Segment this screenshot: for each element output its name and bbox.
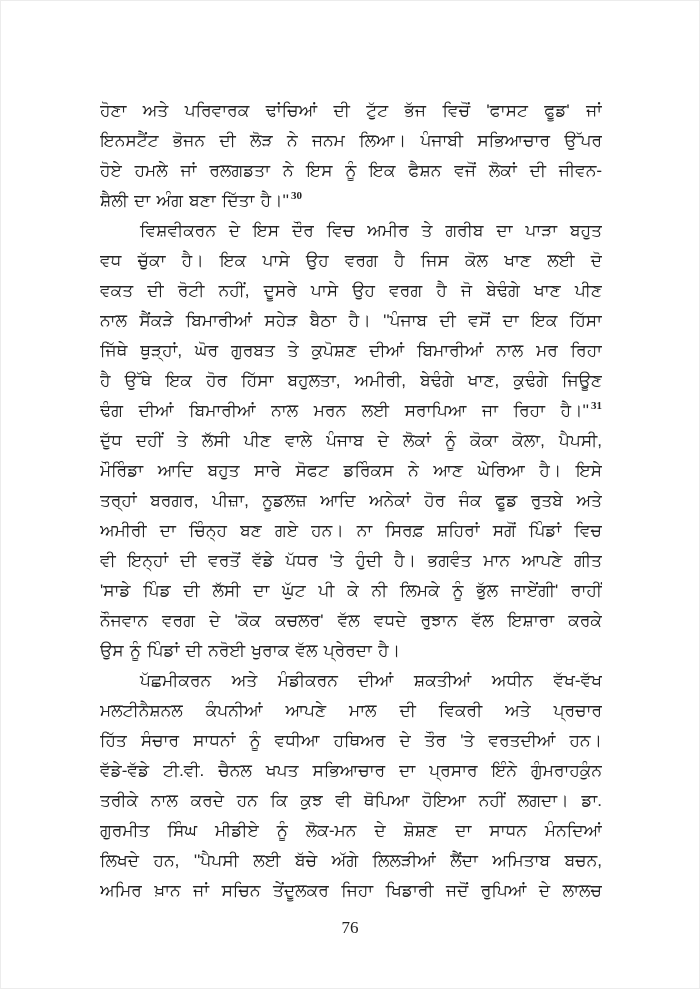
line-text: ਅਮਿਰ ਖ਼ਾਨ ਜਾਂ ਸਚਿਨ ਤੇਂਦੂਲਕਰ ਜਿਹਾ ਖਿਡਾਰੀ ਜਦੋਂ ਰੁਪਿਆਂ ਦੇ ਲਾਲਚ [100,881,602,900]
line-text: ਢੰਗ ਦੀਆਂ ਬਿਮਾਰੀਆਂ ਨਾਲ ਮਰਨ ਲਈ ਸਰਾਪਿਆ ਜਾ ਰਿਹਾ ਹੈ।'' [100,401,589,420]
line-text: ਸ਼ੈਲੀ ਦਾ ਅੰਗ ਬਣਾ ਦਿੱਤਾ ਹੈ।'' [100,191,290,210]
text-line [100,876,602,906]
text-line [100,276,602,306]
paragraph-3 [100,666,602,906]
line-text: ਵਧ ਚੁੱਕਾ ਹੈ। ਇਕ ਪਾਸੇ ਉਹ ਵਰਗ ਹੈ ਜਿਸ ਕੋਲ ਖਾਣ ਲਈ ਦੋ [100,251,602,270]
text-line [100,846,602,876]
text-line [100,456,602,486]
text-line [100,726,602,756]
line-text: 'ਸਾਡੇ ਪਿੰਡ ਦੀ ਲੱਸੀ ਦਾ ਘੁੱਟ ਪੀ ਕੇ ਨੀ ਲਿਮਕੇ ਨੂੰ ਭੁੱਲ ਜਾਏਂਗੀ' ਰਾਹੀਂ [100,581,602,600]
text-line [100,306,602,336]
line-text: ਮਲਟੀਨੈਸ਼ਨਲ ਕੰਪਨੀਆਂ ਆਪਣੇ ਮਾਲ ਦੀ ਵਿਕਰੀ ਅਤੇ ਪ੍ਰਚਾਰ [100,701,602,720]
line-text: ਤਰ੍ਹਾਂ ਬਰਗਰ, ਪੀਜ਼ਾ, ਨੂਡਲਜ਼ ਆਦਿ ਅਨੇਕਾਂ ਹੋਰ ਜੰਕ ਫੂਡ ਰੁਤਬੇ ਅਤੇ [100,491,602,510]
page-number: 76 [341,918,359,937]
text-line [100,396,602,426]
text-line [100,186,602,216]
line-text: ਮੌਰਿੰਡਾ ਆਦਿ ਬਹੁਤ ਸਾਰੇ ਸੋਫਟ ਡਰਿੰਕਸ ਨੇ ਆਣ ਘੇਰਿਆ ਹੈ। ਇਸੇ [100,461,602,480]
paragraph-2 [100,216,602,666]
line-text: ਲਿਖਦੇ ਹਨ, ''ਪੈਪਸੀ ਲਈ ਬੱਚੇ ਅੱਗੇ ਲਿਲੜੀਆਂ ਲੈਂਦਾ ਅਮਿਤਾਬ ਬਚਨ, [100,851,602,870]
text-line [100,636,602,666]
line-text: ਗੁਰਮੀਤ ਸਿੰਘ ਮੀਡੀਏ ਨੂੰ ਲੋਕ-ਮਨ ਦੇ ਸ਼ੋਸ਼ਣ ਦਾ ਸਾਧਨ ਮੰਨਦਿਆਂ [100,821,602,840]
text-line [100,126,602,156]
line-text: ਅਮੀਰੀ ਦਾ ਚਿੰਨ੍ਹ ਬਣ ਗਏ ਹਨ। ਨਾ ਸਿਰਫ਼ ਸ਼ਹਿਰਾਂ ਸਗੋਂ ਪਿੰਡਾਂ ਵਿਚ [100,521,602,540]
text-line [100,336,602,366]
line-text: ਹੈ ਉੱਥੇ ਇਕ ਹੋਰ ਹਿੱਸਾ ਬਹੁਲਤਾ, ਅਮੀਰੀ, ਬੇਢੰਗੇ ਖਾਣ, ਕੁਢੰਗੇ ਜਿਊਣ [100,371,602,390]
line-text: ਹਿੱਤ ਸੰਚਾਰ ਸਾਧਨਾਂ ਨੂੰ ਵਧੀਆ ਹਥਿਅਰ ਦੇ ਤੌਰ 'ਤੇ ਵਰਤਦੀਆਂ ਹਨ। [100,731,602,750]
text-line [100,366,602,396]
paragraph-1 [100,96,602,216]
text-line [100,696,602,726]
text-line [100,756,602,786]
line-text: ਨਾਲ ਸੈਂਕੜੇ ਬਿਮਾਰੀਆਂ ਸਹੇੜ ਬੈਠਾ ਹੈ। ''ਪੰਜਾਬ ਦੀ ਵਸੋਂ ਦਾ ਇਕ ਹਿੱਸਾ [100,311,602,330]
text-line [100,96,602,126]
line-text: ਨੌਜਵਾਨ ਵਰਗ ਦੇ 'ਕੋਕ ਕਚਲਰ' ਵੱਲ ਵਧਦੇ ਰੁਝਾਨ ਵੱਲ ਇਸ਼ਾਰਾ ਕਰਕੇ [100,611,602,630]
text-line [100,516,602,546]
text-line [100,786,602,816]
text-line [100,216,602,246]
text-line [100,816,602,846]
line-text: ਵਕਤ ਦੀ ਰੋਟੀ ਨਹੀਂ, ਦੂਸਰੇ ਪਾਸੇ ਉਹ ਵਰਗ ਹੈ ਜੋ ਬੇਢੰਗੇ ਖਾਣ ਪੀਣ [100,281,602,300]
footnote-ref-30: 30 [291,190,303,203]
text-line [100,546,602,576]
line-text: ਵਿਸ਼ਵੀਕਰਨ ਦੇ ਇਸ ਦੌਰ ਵਿਚ ਅਮੀਰ ਤੇ ਗਰੀਬ ਦਾ ਪਾੜਾ ਬਹੁਤ [140,221,602,240]
line-text: ਇਨਸਟੈਂਟ ਭੋਜਨ ਦੀ ਲੋੜ ਨੇ ਜਨਮ ਲਿਆ। ਪੰਜਾਬੀ ਸਭਿਆਚਾਰ ਉੱਪਰ [100,131,602,150]
text-block [100,96,602,906]
text-line [100,246,602,276]
text-line [100,666,602,696]
text-line [100,426,602,456]
line-text: ਹੋਣਾ ਅਤੇ ਪਰਿਵਾਰਕ ਢਾਂਚਿਆਂ ਦੀ ਟੁੱਟ ਭੱਜ ਵਿਚੋਂ 'ਫਾਸਟ ਫੂਡ' ਜਾਂ [100,101,602,120]
text-line [100,156,602,186]
line-text: ਪੱਛਮੀਕਰਨ ਅਤੇ ਮੰਡੀਕਰਨ ਦੀਆਂ ਸ਼ਕਤੀਆਂ ਅਧੀਨ ਵੱਖ-ਵੱਖ [140,671,602,690]
line-text: ਦੁੱਧ ਦਹੀਂ ਤੇ ਲੱਸੀ ਪੀਣ ਵਾਲੇ ਪੰਜਾਬ ਦੇ ਲੋਕਾਂ ਨੂੰ ਕੋਕਾ ਕੋਲਾ, ਪੈਪਸੀ, [100,431,602,450]
text-line [100,486,602,516]
line-text: ਵੱਡੇ-ਵੱਡੇ ਟੀ.ਵੀ. ਚੈਨਲ ਖਪਤ ਸਭਿਆਚਾਰ ਦਾ ਪ੍ਰਸਾਰ ਇੰਨੇ ਗੁੰਮਰਾਹਕੁੰਨ [100,761,602,780]
line-text: ਤਰੀਕੇ ਨਾਲ ਕਰਦੇ ਹਨ ਕਿ ਕੁਝ ਵੀ ਥੋਪਿਆ ਹੋਇਆ ਨਹੀਂ ਲਗਦਾ। ਡਾ. [100,791,602,810]
line-text: ਜਿੱਥੇ ਥੁੜ੍ਹਾਂ, ਘੋਰ ਗੁਰਬਤ ਤੇ ਕੁਪੋਸ਼ਣ ਦੀਆਂ ਬਿਮਾਰੀਆਂ ਨਾਲ ਮਰ ਰਿਹਾ [100,341,602,360]
footnote-ref-31: 31 [591,400,602,413]
text-line [100,606,602,636]
text-line [100,576,602,606]
line-text: ਵੀ ਇਨ੍ਹਾਂ ਦੀ ਵਰਤੋਂ ਵੱਡੇ ਪੱਧਰ 'ਤੇ ਹੁੰਦੀ ਹੈ। ਭਗਵੰਤ ਮਾਨ ਆਪਣੇ ਗੀਤ [100,551,602,570]
line-text: ਹੋਏ ਹਮਲੇ ਜਾਂ ਰਲਗਡਤਾ ਨੇ ਇਸ ਨੂੰ ਇਕ ਫੈਸ਼ਨ ਵਜੋਂ ਲੋਕਾਂ ਦੀ ਜੀਵਨ- [100,161,602,180]
line-text: ਉਸ ਨੂੰ ਪਿੰਡਾਂ ਦੀ ਨਰੋਈ ਖੁਰਾਕ ਵੱਲ ਪ੍ਰੇਰਦਾ ਹੈ। [100,641,401,660]
